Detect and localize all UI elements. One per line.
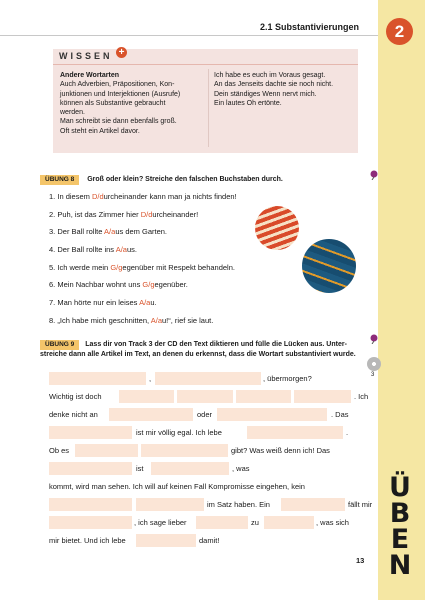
plus-icon: + — [116, 47, 127, 58]
dictation-text: Ob es — [49, 446, 70, 455]
page-number: 13 — [356, 556, 365, 565]
item-text: us. — [126, 245, 137, 255]
blank-field[interactable] — [49, 516, 132, 529]
exercise8-heading — [40, 175, 283, 185]
wissen-header-line — [53, 64, 358, 65]
sidebar-letter: E — [390, 524, 410, 555]
blank-field[interactable] — [217, 408, 327, 421]
sidebar-letter: N — [388, 550, 412, 581]
dictation-text: , übermorgen? — [263, 374, 312, 383]
exercise8-list — [49, 191, 237, 333]
wissen-rule-title: Andere Wortarten — [60, 72, 119, 79]
item-number: 4. — [49, 245, 56, 255]
dictation-line — [49, 443, 354, 458]
item-text: Ich werde mein — [57, 262, 111, 272]
blank-field[interactable] — [49, 426, 132, 439]
item-text: Mein Nachbar wohnt uns — [57, 280, 143, 290]
exercise9-badge: ÜBUNG 9 — [40, 340, 79, 350]
pushpin-icon — [369, 334, 379, 344]
exercise8-instruction: Groß oder klein? Streiche den falschen Buchstaben durch. — [87, 176, 283, 183]
blank-field[interactable] — [236, 390, 291, 403]
wissen-example: An das Jenseits dachte sie noch nicht. — [214, 81, 334, 89]
wissen-rule-line: können als Substantive gebraucht — [60, 99, 166, 107]
item-number: 6. — [49, 280, 56, 290]
dictation-text: denke nicht an — [49, 410, 98, 419]
red-ball-illustration — [255, 206, 299, 250]
item-number: 3. — [49, 227, 56, 237]
wissen-rule-line: Man schreibt sie dann ebenfalls groß. — [60, 118, 177, 126]
blank-field[interactable] — [151, 462, 229, 475]
dictation-line — [49, 371, 354, 386]
item-text: egenüber. — [154, 280, 188, 290]
letter-choice[interactable]: D/d — [91, 192, 104, 201]
dictation-line — [49, 515, 354, 530]
blank-field[interactable] — [136, 498, 204, 511]
wissen-rule-line: Auch Adverbien, Präpositionen, Kon- — [60, 81, 175, 89]
item-text: urcheinander! — [152, 209, 199, 219]
item-text: egenüber mit Respekt behandeln. — [122, 262, 235, 272]
dictation-line — [49, 479, 354, 494]
item-text: Man hörte nur ein leises — [57, 298, 140, 308]
blank-field[interactable] — [49, 372, 146, 385]
dictation-text: . Ich — [354, 392, 369, 401]
letter-choice[interactable]: G/g — [110, 262, 123, 272]
letter-choice[interactable]: D/d — [140, 209, 153, 219]
exercise8-item — [49, 209, 237, 227]
item-number: 1. — [49, 192, 56, 201]
wissen-example: Ein lautes Oh ertönte. — [214, 99, 282, 107]
dictation-text: . Das — [331, 410, 349, 419]
item-number: 2. — [49, 209, 56, 219]
dictation-text: kommt, wird man sehen. Ich will auf keinen Fall Kompromisse eingehen, kein — [49, 482, 305, 491]
dictation-text: mir bietet. Und ich lebe — [49, 536, 126, 545]
wissen-rule-line: werden. — [60, 109, 85, 117]
letter-choice[interactable]: G/g — [142, 280, 155, 290]
dictation-text: , ich sage lieber — [134, 518, 187, 527]
dictation-text: gibt? Was weiß denn ich! Das — [231, 446, 330, 455]
wissen-header — [53, 49, 358, 64]
track-number: 3 — [371, 372, 375, 378]
wissen-rule-line: junktionen und Interjektionen (Ausrufe) — [60, 90, 181, 98]
blank-field[interactable] — [177, 390, 233, 403]
dictation-line — [49, 425, 354, 440]
dictation-text: oder — [197, 410, 213, 419]
blank-field[interactable] — [49, 462, 132, 475]
blank-field[interactable] — [119, 390, 174, 403]
blank-field[interactable] — [155, 372, 261, 385]
dictation-text: Wichtig ist doch — [49, 392, 102, 401]
exercise8-badge: ÜBUNG 8 — [40, 175, 79, 185]
blank-field[interactable] — [136, 534, 196, 547]
exercise9-heading — [40, 340, 360, 359]
letter-choice[interactable]: A/a — [104, 227, 116, 237]
exercise8-item — [49, 315, 237, 333]
blank-field[interactable] — [196, 516, 248, 529]
blank-field[interactable] — [294, 390, 351, 403]
item-text: urcheinander kann man ja nichts finden! — [103, 192, 237, 201]
item-text: „Ich habe mich geschnitten, — [57, 315, 151, 325]
header-rule — [0, 35, 378, 36]
item-text: Der Ball rollte — [57, 227, 105, 237]
exercise8-item — [49, 297, 237, 315]
blank-field[interactable] — [247, 426, 343, 439]
item-text: u. — [150, 298, 157, 308]
item-text: u!“, rief sie laut. — [162, 315, 214, 325]
pushpin-icon — [369, 170, 379, 180]
blank-field[interactable] — [141, 444, 228, 457]
dictation-text: ist mir völlig egal. Ich lebe — [136, 428, 222, 437]
dictation-text: , — [149, 374, 152, 383]
exercise9-instruction: Lass dir von Track 3 der CD den Text diktieren und fülle die Lücken aus. Unter- — [85, 341, 347, 348]
section-title: 2.1 Substantivierungen — [260, 22, 360, 32]
dictation-line — [49, 407, 354, 422]
item-text: us dem Garten. — [115, 227, 168, 237]
exercise8-item — [49, 226, 237, 244]
dictation-text: fällt mir — [348, 500, 373, 509]
chapter-badge: 2 — [386, 18, 413, 45]
sidebar-letter: B — [389, 498, 411, 529]
blank-field[interactable] — [75, 444, 138, 457]
dictation-text: im Satz haben. Ein — [207, 500, 270, 509]
dictation-text: . — [346, 428, 349, 437]
dictation-line — [49, 533, 354, 548]
sidebar-label — [383, 472, 417, 581]
wissen-label: WISSEN — [59, 51, 113, 61]
item-number: 7. — [49, 298, 56, 308]
wissen-example: Dein ständiges Wenn nervt mich. — [214, 90, 317, 98]
dictation-text: , was sich — [316, 518, 349, 527]
wissen-box — [53, 49, 358, 153]
wissen-example: Ich habe es euch im Voraus gesagt. — [214, 72, 326, 79]
dictation-line — [49, 389, 369, 404]
cd-icon — [367, 357, 381, 371]
exercise8-item — [49, 262, 237, 280]
dictation-text: zu — [251, 518, 259, 527]
sidebar-letter: Ü — [389, 472, 411, 503]
item-text: Puh, ist das Zimmer hier — [57, 209, 141, 219]
blue-ball-illustration — [302, 239, 356, 293]
wissen-rule-text — [60, 71, 210, 136]
wissen-examples — [214, 71, 354, 108]
wissen-divider — [208, 69, 209, 147]
letter-choice[interactable]: A/a — [139, 298, 151, 308]
dictation-line — [49, 497, 373, 512]
exercise8-item — [49, 191, 237, 209]
item-text: Der Ball rollte ins — [57, 245, 116, 255]
letter-choice[interactable]: A/a — [150, 315, 163, 325]
letter-choice[interactable]: A/a — [115, 245, 127, 255]
blank-field[interactable] — [49, 498, 132, 511]
exercise9-instruction: streiche dann alle Artikel im Text, an denen du erkennst, dass die Wortart substantiviert wurde. — [40, 350, 356, 358]
exercise8-item — [49, 244, 237, 262]
blank-field[interactable] — [264, 516, 314, 529]
dictation-line — [49, 461, 354, 476]
blank-field[interactable] — [109, 408, 193, 421]
item-number: 8. — [49, 315, 56, 325]
item-number: 5. — [49, 262, 56, 272]
item-text: In diesem — [57, 192, 92, 201]
wissen-rule-line: Oft steht ein Artikel davor. — [60, 127, 140, 135]
dictation-text: ist — [136, 464, 144, 473]
dictation-text: , was — [232, 464, 250, 473]
exercise8-item — [49, 279, 237, 297]
blank-field[interactable] — [281, 498, 345, 511]
dictation-text: damit! — [199, 536, 220, 545]
